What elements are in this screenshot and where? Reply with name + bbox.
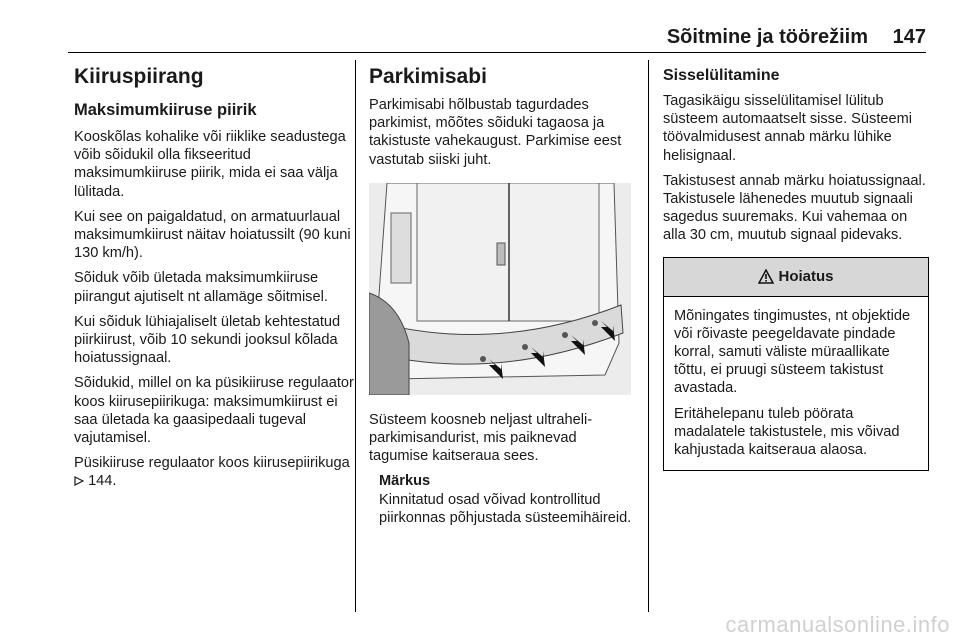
ref-page-link[interactable]: 144. — [88, 473, 117, 490]
warning-body — [664, 297, 928, 471]
page-header — [68, 22, 926, 53]
column-activation — [663, 60, 929, 471]
warning-triangle-icon — [758, 269, 774, 284]
paragraph: Tagasikäigu sisselülitamisel lülitub süsteem automaatselt sisse. Süsteemi töövalmidusest annab märku lühike helisignaal. — [663, 93, 913, 164]
paragraph: Parkimisabi hõlbustab tagurdades parkimist, mõõtes sõiduki tagaosa ja takistuste vahekaugust. Parkimise eest vastutab siiski juht. — [369, 97, 622, 168]
column-parking-assist — [369, 60, 637, 534]
section-title: Sõitmine ja töörežiim — [666, 26, 868, 48]
note-block — [369, 472, 637, 527]
warning-title: Hoiatus — [778, 268, 834, 286]
paragraph: Süsteem koosneb neljast ultraheli-parkimisandurist, mis paiknevad tagumise kaitseraua sees. — [369, 411, 593, 465]
paragraph: Kui see on paigaldatud, on armatuurlaual maksimumkiirust näitav hoiatussilt (90 kuni 130 km/h). — [74, 208, 351, 262]
page-number: 147 — [892, 26, 926, 48]
heading-activation: Sisselülitamine — [663, 67, 780, 84]
heading-speed-limit: Kiiruspiirang — [74, 65, 204, 88]
subheading-max-speed-limiter: Maksimumkiiruse piirik — [74, 101, 257, 119]
ref-text: Püsikiiruse regulaator koos kiirusepiirikuga — [74, 455, 350, 472]
paragraph: Kooskõlas kohalike või riiklike seadustega võib sõidukil olla fikseeritud maksimumkiiruse piirik, mida ei saa välja lülitada. — [74, 129, 346, 200]
paragraph-cruise-control-ref — [74, 454, 354, 490]
paragraph: Takistusest annab märku hoiatussignaal. Takistusele lähenedes muutub signaali sagedus suuremaks. Kui vahemaa on alla 30 cm, muutub signaal pidevaks. — [663, 172, 926, 244]
paragraph: Sõiduk võib ületada maksimumkiiruse piirangut ajutiselt nt allamäge sõitmisel. — [74, 270, 328, 305]
paragraph: Sõidukid, millel on ka püsikiiruse regulaator koos kiirusepiirikuga: maksimumkiirust ei saa ületada ka gaasipedaali tugeval vajutamisel. — [74, 375, 354, 447]
column-divider-1 — [355, 60, 356, 612]
paragraph: Eritähelepanu tuleb pöörata madalatele takistustele, mis võivad kahjustada kaitseraua alaosa. — [674, 405, 900, 459]
warning-box — [663, 257, 929, 472]
watermark: carmanualsonline.info — [725, 612, 950, 637]
paragraph: Mõningates tingimustes, nt objektide või rõivaste peegeldavate pindade korral, samuti väliste müraallikate tõttu, ei pruugi süsteem takistust avastada. — [674, 307, 911, 397]
note-text: Kinnitatud osad võivad kontrollitud piirkonnas põhjustada süsteemihäireid. — [379, 491, 632, 526]
paragraph: Kui sõiduk lühiajaliselt ületab kehtestatud piirkiirust, võib 10 sekundi jooksul kõlada hoiatussignaal. — [74, 313, 341, 367]
page-reference-icon — [74, 476, 84, 486]
warning-header — [664, 258, 928, 297]
rear-bumper-sensors-illustration — [369, 183, 631, 395]
column-speed-limiter — [74, 60, 354, 498]
note-title: Märkus — [379, 473, 431, 490]
heading-parking-assist: Parkimisabi — [369, 65, 487, 88]
column-divider-2 — [648, 60, 649, 612]
